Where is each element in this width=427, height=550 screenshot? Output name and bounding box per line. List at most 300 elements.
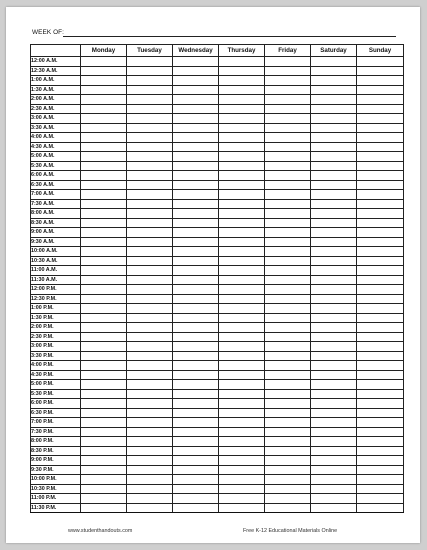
schedule-cell[interactable]	[127, 266, 173, 276]
schedule-cell[interactable]	[127, 114, 173, 124]
schedule-cell[interactable]	[265, 437, 311, 447]
schedule-cell[interactable]	[265, 361, 311, 371]
schedule-cell[interactable]	[219, 475, 265, 485]
schedule-cell[interactable]	[219, 256, 265, 266]
schedule-cell[interactable]	[173, 427, 219, 437]
schedule-cell[interactable]	[357, 484, 404, 494]
schedule-cell[interactable]	[311, 361, 357, 371]
schedule-cell[interactable]	[127, 152, 173, 162]
schedule-cell[interactable]	[311, 57, 357, 67]
schedule-cell[interactable]	[173, 142, 219, 152]
schedule-cell[interactable]	[127, 342, 173, 352]
schedule-cell[interactable]	[311, 218, 357, 228]
schedule-cell[interactable]	[81, 133, 127, 143]
schedule-cell[interactable]	[173, 323, 219, 333]
schedule-cell[interactable]	[127, 218, 173, 228]
schedule-cell[interactable]	[357, 304, 404, 314]
schedule-cell[interactable]	[311, 190, 357, 200]
schedule-cell[interactable]	[81, 370, 127, 380]
schedule-cell[interactable]	[311, 494, 357, 504]
schedule-cell[interactable]	[173, 446, 219, 456]
schedule-cell[interactable]	[265, 408, 311, 418]
schedule-cell[interactable]	[127, 427, 173, 437]
schedule-cell[interactable]	[219, 266, 265, 276]
schedule-cell[interactable]	[127, 437, 173, 447]
schedule-cell[interactable]	[265, 190, 311, 200]
schedule-cell[interactable]	[127, 408, 173, 418]
schedule-cell[interactable]	[311, 332, 357, 342]
schedule-cell[interactable]	[219, 313, 265, 323]
schedule-cell[interactable]	[127, 304, 173, 314]
schedule-cell[interactable]	[81, 351, 127, 361]
schedule-cell[interactable]	[81, 247, 127, 257]
schedule-cell[interactable]	[265, 228, 311, 238]
schedule-cell[interactable]	[173, 313, 219, 323]
schedule-cell[interactable]	[81, 304, 127, 314]
schedule-cell[interactable]	[173, 123, 219, 133]
schedule-cell[interactable]	[357, 361, 404, 371]
schedule-cell[interactable]	[81, 180, 127, 190]
schedule-cell[interactable]	[265, 180, 311, 190]
schedule-cell[interactable]	[219, 114, 265, 124]
schedule-cell[interactable]	[219, 285, 265, 295]
schedule-cell[interactable]	[81, 256, 127, 266]
schedule-cell[interactable]	[357, 465, 404, 475]
schedule-cell[interactable]	[127, 494, 173, 504]
schedule-cell[interactable]	[265, 66, 311, 76]
schedule-cell[interactable]	[81, 294, 127, 304]
schedule-cell[interactable]	[173, 152, 219, 162]
schedule-cell[interactable]	[219, 361, 265, 371]
schedule-cell[interactable]	[219, 503, 265, 513]
schedule-cell[interactable]	[357, 237, 404, 247]
schedule-cell[interactable]	[357, 180, 404, 190]
schedule-cell[interactable]	[173, 361, 219, 371]
schedule-cell[interactable]	[173, 85, 219, 95]
schedule-cell[interactable]	[173, 66, 219, 76]
schedule-cell[interactable]	[265, 351, 311, 361]
schedule-cell[interactable]	[357, 199, 404, 209]
schedule-cell[interactable]	[81, 275, 127, 285]
schedule-cell[interactable]	[357, 142, 404, 152]
schedule-cell[interactable]	[127, 294, 173, 304]
schedule-cell[interactable]	[127, 475, 173, 485]
schedule-cell[interactable]	[357, 370, 404, 380]
schedule-cell[interactable]	[173, 266, 219, 276]
schedule-cell[interactable]	[127, 256, 173, 266]
schedule-cell[interactable]	[311, 304, 357, 314]
schedule-cell[interactable]	[311, 313, 357, 323]
schedule-cell[interactable]	[311, 503, 357, 513]
schedule-cell[interactable]	[357, 285, 404, 295]
schedule-cell[interactable]	[357, 247, 404, 257]
schedule-cell[interactable]	[127, 247, 173, 257]
schedule-cell[interactable]	[357, 332, 404, 342]
schedule-cell[interactable]	[173, 218, 219, 228]
schedule-cell[interactable]	[311, 380, 357, 390]
schedule-cell[interactable]	[311, 95, 357, 105]
schedule-cell[interactable]	[173, 437, 219, 447]
schedule-cell[interactable]	[265, 104, 311, 114]
schedule-cell[interactable]	[311, 171, 357, 181]
schedule-cell[interactable]	[81, 437, 127, 447]
schedule-cell[interactable]	[219, 133, 265, 143]
schedule-cell[interactable]	[81, 399, 127, 409]
schedule-cell[interactable]	[265, 209, 311, 219]
schedule-cell[interactable]	[127, 380, 173, 390]
schedule-cell[interactable]	[219, 66, 265, 76]
schedule-cell[interactable]	[265, 342, 311, 352]
schedule-cell[interactable]	[173, 57, 219, 67]
schedule-cell[interactable]	[173, 475, 219, 485]
schedule-cell[interactable]	[81, 76, 127, 86]
schedule-cell[interactable]	[81, 456, 127, 466]
schedule-cell[interactable]	[81, 152, 127, 162]
schedule-cell[interactable]	[357, 133, 404, 143]
schedule-cell[interactable]	[81, 66, 127, 76]
schedule-cell[interactable]	[127, 389, 173, 399]
schedule-cell[interactable]	[173, 399, 219, 409]
schedule-cell[interactable]	[311, 85, 357, 95]
schedule-cell[interactable]	[357, 266, 404, 276]
schedule-cell[interactable]	[127, 161, 173, 171]
schedule-cell[interactable]	[357, 437, 404, 447]
schedule-cell[interactable]	[127, 456, 173, 466]
schedule-cell[interactable]	[357, 256, 404, 266]
schedule-cell[interactable]	[265, 313, 311, 323]
schedule-cell[interactable]	[311, 275, 357, 285]
schedule-cell[interactable]	[219, 399, 265, 409]
schedule-cell[interactable]	[357, 294, 404, 304]
schedule-cell[interactable]	[219, 494, 265, 504]
schedule-cell[interactable]	[173, 104, 219, 114]
schedule-cell[interactable]	[127, 446, 173, 456]
schedule-cell[interactable]	[265, 218, 311, 228]
schedule-cell[interactable]	[357, 209, 404, 219]
schedule-cell[interactable]	[173, 237, 219, 247]
schedule-cell[interactable]	[265, 494, 311, 504]
schedule-cell[interactable]	[311, 475, 357, 485]
schedule-cell[interactable]	[127, 275, 173, 285]
schedule-cell[interactable]	[81, 190, 127, 200]
schedule-cell[interactable]	[173, 304, 219, 314]
schedule-cell[interactable]	[127, 285, 173, 295]
schedule-cell[interactable]	[81, 494, 127, 504]
schedule-cell[interactable]	[81, 285, 127, 295]
schedule-cell[interactable]	[81, 313, 127, 323]
schedule-cell[interactable]	[219, 237, 265, 247]
schedule-cell[interactable]	[173, 389, 219, 399]
schedule-cell[interactable]	[173, 199, 219, 209]
schedule-cell[interactable]	[311, 484, 357, 494]
schedule-cell[interactable]	[219, 294, 265, 304]
schedule-cell[interactable]	[265, 57, 311, 67]
schedule-cell[interactable]	[219, 228, 265, 238]
schedule-cell[interactable]	[219, 142, 265, 152]
schedule-cell[interactable]	[173, 275, 219, 285]
schedule-cell[interactable]	[265, 114, 311, 124]
schedule-cell[interactable]	[127, 399, 173, 409]
schedule-cell[interactable]	[127, 133, 173, 143]
schedule-cell[interactable]	[219, 323, 265, 333]
schedule-cell[interactable]	[173, 256, 219, 266]
schedule-cell[interactable]	[311, 351, 357, 361]
schedule-cell[interactable]	[265, 389, 311, 399]
schedule-cell[interactable]	[357, 57, 404, 67]
schedule-cell[interactable]	[357, 418, 404, 428]
schedule-cell[interactable]	[311, 152, 357, 162]
schedule-cell[interactable]	[173, 380, 219, 390]
schedule-cell[interactable]	[219, 370, 265, 380]
schedule-cell[interactable]	[127, 76, 173, 86]
schedule-cell[interactable]	[265, 247, 311, 257]
schedule-cell[interactable]	[357, 66, 404, 76]
schedule-cell[interactable]	[81, 199, 127, 209]
schedule-cell[interactable]	[127, 370, 173, 380]
schedule-cell[interactable]	[311, 247, 357, 257]
schedule-cell[interactable]	[219, 76, 265, 86]
schedule-cell[interactable]	[357, 95, 404, 105]
schedule-cell[interactable]	[311, 114, 357, 124]
schedule-cell[interactable]	[357, 446, 404, 456]
schedule-cell[interactable]	[127, 332, 173, 342]
schedule-cell[interactable]	[81, 446, 127, 456]
schedule-cell[interactable]	[265, 237, 311, 247]
schedule-cell[interactable]	[127, 57, 173, 67]
schedule-cell[interactable]	[265, 332, 311, 342]
schedule-cell[interactable]	[81, 503, 127, 513]
schedule-cell[interactable]	[357, 218, 404, 228]
schedule-cell[interactable]	[81, 85, 127, 95]
schedule-cell[interactable]	[311, 256, 357, 266]
schedule-cell[interactable]	[81, 142, 127, 152]
schedule-cell[interactable]	[357, 275, 404, 285]
schedule-cell[interactable]	[311, 323, 357, 333]
schedule-cell[interactable]	[173, 418, 219, 428]
schedule-cell[interactable]	[127, 228, 173, 238]
schedule-cell[interactable]	[219, 104, 265, 114]
schedule-cell[interactable]	[219, 161, 265, 171]
schedule-cell[interactable]	[173, 342, 219, 352]
schedule-cell[interactable]	[127, 66, 173, 76]
schedule-cell[interactable]	[357, 313, 404, 323]
schedule-cell[interactable]	[311, 199, 357, 209]
schedule-cell[interactable]	[219, 484, 265, 494]
schedule-cell[interactable]	[265, 370, 311, 380]
schedule-cell[interactable]	[173, 171, 219, 181]
schedule-cell[interactable]	[219, 218, 265, 228]
schedule-cell[interactable]	[127, 180, 173, 190]
schedule-cell[interactable]	[265, 275, 311, 285]
schedule-cell[interactable]	[81, 237, 127, 247]
schedule-cell[interactable]	[311, 427, 357, 437]
schedule-cell[interactable]	[127, 465, 173, 475]
schedule-cell[interactable]	[81, 114, 127, 124]
schedule-cell[interactable]	[311, 342, 357, 352]
schedule-cell[interactable]	[357, 494, 404, 504]
schedule-cell[interactable]	[173, 247, 219, 257]
schedule-cell[interactable]	[219, 171, 265, 181]
schedule-cell[interactable]	[357, 380, 404, 390]
schedule-cell[interactable]	[219, 380, 265, 390]
schedule-cell[interactable]	[311, 133, 357, 143]
schedule-cell[interactable]	[173, 408, 219, 418]
schedule-cell[interactable]	[265, 304, 311, 314]
schedule-cell[interactable]	[219, 57, 265, 67]
schedule-cell[interactable]	[219, 427, 265, 437]
schedule-cell[interactable]	[81, 342, 127, 352]
schedule-cell[interactable]	[357, 323, 404, 333]
schedule-cell[interactable]	[265, 465, 311, 475]
schedule-cell[interactable]	[357, 342, 404, 352]
schedule-cell[interactable]	[357, 171, 404, 181]
schedule-cell[interactable]	[219, 95, 265, 105]
schedule-cell[interactable]	[265, 294, 311, 304]
schedule-cell[interactable]	[81, 57, 127, 67]
schedule-cell[interactable]	[173, 494, 219, 504]
schedule-cell[interactable]	[265, 427, 311, 437]
schedule-cell[interactable]	[311, 237, 357, 247]
schedule-cell[interactable]	[357, 408, 404, 418]
schedule-cell[interactable]	[219, 351, 265, 361]
schedule-cell[interactable]	[127, 237, 173, 247]
schedule-cell[interactable]	[311, 161, 357, 171]
schedule-cell[interactable]	[265, 475, 311, 485]
schedule-cell[interactable]	[265, 171, 311, 181]
schedule-cell[interactable]	[219, 437, 265, 447]
schedule-cell[interactable]	[127, 142, 173, 152]
schedule-cell[interactable]	[173, 76, 219, 86]
schedule-cell[interactable]	[357, 190, 404, 200]
schedule-cell[interactable]	[81, 171, 127, 181]
schedule-cell[interactable]	[219, 342, 265, 352]
schedule-cell[interactable]	[173, 190, 219, 200]
schedule-cell[interactable]	[311, 209, 357, 219]
schedule-cell[interactable]	[173, 114, 219, 124]
schedule-cell[interactable]	[219, 275, 265, 285]
schedule-cell[interactable]	[173, 133, 219, 143]
schedule-cell[interactable]	[127, 190, 173, 200]
schedule-cell[interactable]	[81, 465, 127, 475]
schedule-cell[interactable]	[311, 399, 357, 409]
schedule-cell[interactable]	[173, 351, 219, 361]
schedule-cell[interactable]	[81, 427, 127, 437]
schedule-cell[interactable]	[219, 123, 265, 133]
schedule-cell[interactable]	[81, 475, 127, 485]
schedule-cell[interactable]	[81, 104, 127, 114]
schedule-cell[interactable]	[311, 66, 357, 76]
schedule-cell[interactable]	[81, 408, 127, 418]
schedule-cell[interactable]	[127, 85, 173, 95]
schedule-cell[interactable]	[127, 418, 173, 428]
schedule-cell[interactable]	[173, 332, 219, 342]
schedule-cell[interactable]	[265, 285, 311, 295]
schedule-cell[interactable]	[265, 399, 311, 409]
schedule-cell[interactable]	[265, 161, 311, 171]
schedule-cell[interactable]	[127, 171, 173, 181]
schedule-cell[interactable]	[265, 446, 311, 456]
schedule-cell[interactable]	[311, 456, 357, 466]
schedule-cell[interactable]	[265, 380, 311, 390]
schedule-cell[interactable]	[219, 247, 265, 257]
schedule-cell[interactable]	[265, 256, 311, 266]
schedule-cell[interactable]	[219, 304, 265, 314]
schedule-cell[interactable]	[219, 389, 265, 399]
schedule-cell[interactable]	[219, 180, 265, 190]
schedule-cell[interactable]	[127, 361, 173, 371]
schedule-cell[interactable]	[219, 199, 265, 209]
schedule-cell[interactable]	[127, 95, 173, 105]
week-of-line[interactable]	[63, 36, 396, 37]
schedule-cell[interactable]	[219, 190, 265, 200]
schedule-cell[interactable]	[357, 399, 404, 409]
schedule-cell[interactable]	[173, 161, 219, 171]
schedule-cell[interactable]	[81, 161, 127, 171]
schedule-cell[interactable]	[219, 456, 265, 466]
schedule-cell[interactable]	[311, 418, 357, 428]
schedule-cell[interactable]	[357, 351, 404, 361]
schedule-cell[interactable]	[219, 418, 265, 428]
schedule-cell[interactable]	[357, 152, 404, 162]
schedule-cell[interactable]	[357, 104, 404, 114]
schedule-cell[interactable]	[173, 370, 219, 380]
schedule-cell[interactable]	[311, 76, 357, 86]
schedule-cell[interactable]	[311, 180, 357, 190]
schedule-cell[interactable]	[219, 408, 265, 418]
schedule-cell[interactable]	[173, 484, 219, 494]
schedule-cell[interactable]	[81, 218, 127, 228]
schedule-cell[interactable]	[81, 380, 127, 390]
schedule-cell[interactable]	[265, 456, 311, 466]
schedule-cell[interactable]	[127, 484, 173, 494]
schedule-cell[interactable]	[311, 104, 357, 114]
schedule-cell[interactable]	[127, 209, 173, 219]
schedule-cell[interactable]	[357, 161, 404, 171]
schedule-cell[interactable]	[265, 133, 311, 143]
schedule-cell[interactable]	[127, 503, 173, 513]
schedule-cell[interactable]	[265, 503, 311, 513]
schedule-cell[interactable]	[311, 285, 357, 295]
schedule-cell[interactable]	[127, 199, 173, 209]
schedule-cell[interactable]	[357, 76, 404, 86]
schedule-cell[interactable]	[265, 142, 311, 152]
schedule-cell[interactable]	[81, 361, 127, 371]
schedule-cell[interactable]	[127, 323, 173, 333]
schedule-cell[interactable]	[127, 351, 173, 361]
schedule-cell[interactable]	[219, 209, 265, 219]
schedule-cell[interactable]	[311, 228, 357, 238]
schedule-cell[interactable]	[173, 228, 219, 238]
schedule-cell[interactable]	[357, 456, 404, 466]
schedule-cell[interactable]	[127, 104, 173, 114]
schedule-cell[interactable]	[357, 427, 404, 437]
schedule-cell[interactable]	[81, 418, 127, 428]
schedule-cell[interactable]	[265, 199, 311, 209]
schedule-cell[interactable]	[265, 484, 311, 494]
schedule-cell[interactable]	[173, 456, 219, 466]
schedule-cell[interactable]	[81, 332, 127, 342]
schedule-cell[interactable]	[173, 294, 219, 304]
schedule-cell[interactable]	[81, 95, 127, 105]
schedule-cell[interactable]	[81, 209, 127, 219]
schedule-cell[interactable]	[173, 209, 219, 219]
schedule-cell[interactable]	[311, 123, 357, 133]
schedule-cell[interactable]	[357, 475, 404, 485]
schedule-cell[interactable]	[357, 228, 404, 238]
schedule-cell[interactable]	[311, 142, 357, 152]
schedule-cell[interactable]	[265, 323, 311, 333]
schedule-cell[interactable]	[173, 180, 219, 190]
